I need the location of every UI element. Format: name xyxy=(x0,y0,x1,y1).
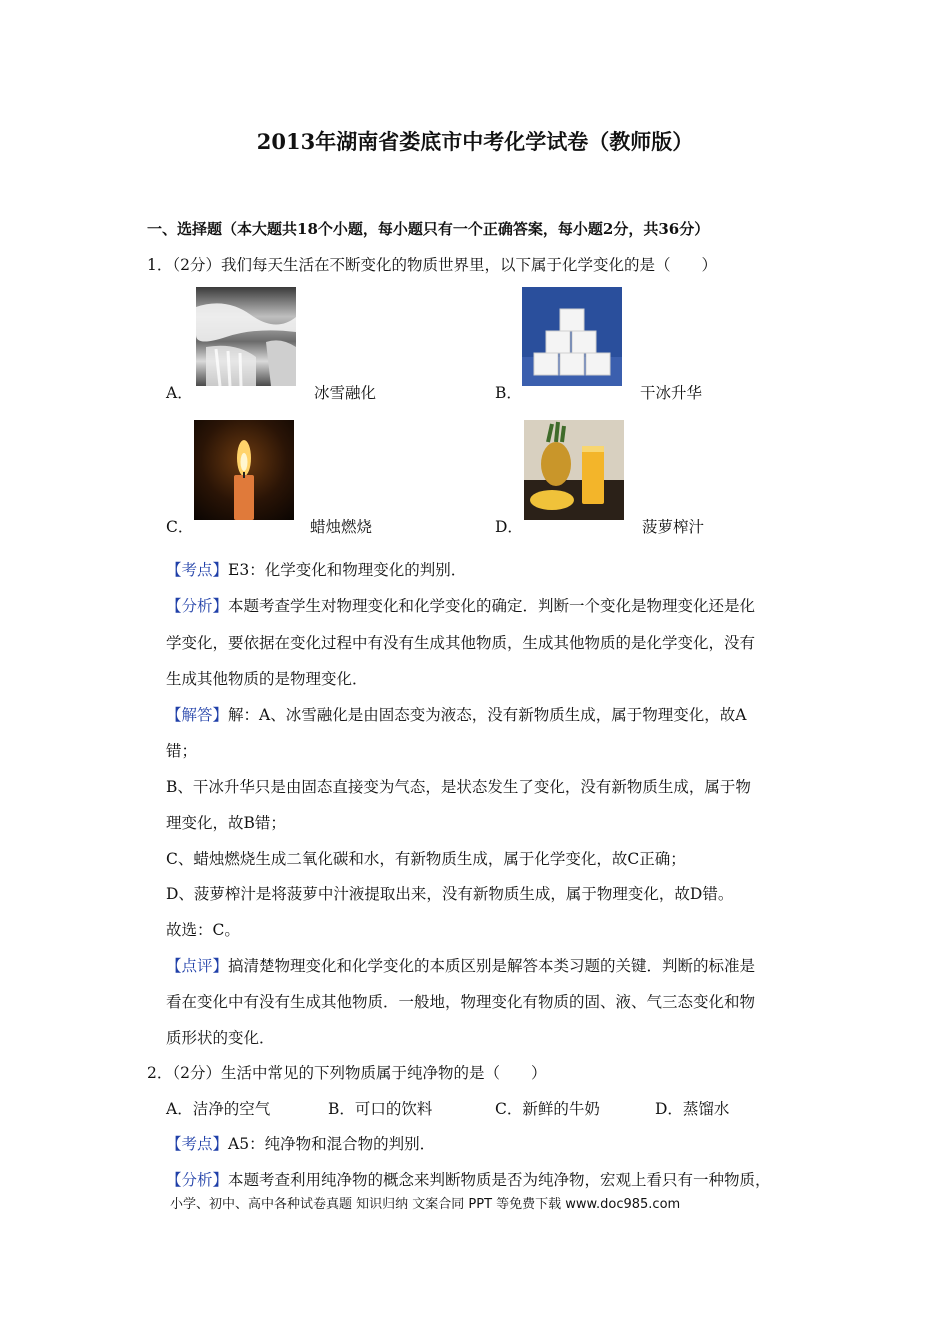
dianping-text: 看在变化中有没有生成其他物质．一般地，物理变化有物质的固、液、气三态变化和物 xyxy=(166,993,756,1011)
jieda-text: 错； xyxy=(166,742,198,760)
jieda-text: C、蜡烛燃烧生成二氧化碳和水，有新物质生成，属于化学变化，故C正确； xyxy=(166,850,686,868)
section-heading: 一、选择题（本大题共18个小题，每小题只有一个正确答案，每小题2分，共36分） xyxy=(147,220,710,238)
option-a-letter: A． xyxy=(166,384,193,402)
jieda-text: D、菠萝榨汁是将菠萝中汁液提取出来，没有新物质生成，属于物理变化，故D错。 xyxy=(166,885,734,903)
fenxi-text: 本题考查学生对物理变化和化学变化的确定．判断一个变化是物理变化还是化 xyxy=(228,597,756,615)
dianping-text: 搞清楚物理变化和化学变化的本质区别是解答本类习题的关键．判断的标准是 xyxy=(228,957,756,975)
jieda-tag: 【解答】 xyxy=(166,706,229,724)
kaodian-tag: 【考点】 xyxy=(166,561,229,579)
pineapple-juice-photo-icon xyxy=(524,420,624,520)
page-title: 2013年湖南省娄底市中考化学试卷（教师版） xyxy=(256,129,694,154)
dianping-tag: 【点评】 xyxy=(166,957,229,975)
jieda-text: 理变化，故B错； xyxy=(166,814,286,832)
kaodian-text: A5：纯净物和混合物的判别． xyxy=(228,1135,436,1153)
q1-fenxi xyxy=(166,594,755,616)
q1-jieda xyxy=(166,703,746,725)
question-2-stem: 2．（2分）生活中常见的下列物质属于纯净物的是（ ） xyxy=(147,1064,547,1082)
fenxi-tag: 【分析】 xyxy=(166,597,229,615)
q2-option-c: C．新鲜的牛奶 xyxy=(495,1100,600,1118)
q1-kaodian xyxy=(166,558,466,580)
fenxi-text: 生成其他物质的是物理变化． xyxy=(166,670,368,688)
question-1-stem: 1．（2分）我们每天生活在不断变化的物质世界里，以下属于化学变化的是（ ） xyxy=(147,256,717,274)
q2-option-b: B．可口的饮料 xyxy=(328,1100,433,1118)
fenxi-text: 本题考查利用纯净物的概念来判断物质是否为纯净物，宏观上看只有一种物质， xyxy=(228,1171,771,1189)
jieda-text: 故选：C。 xyxy=(166,921,240,939)
jieda-text: 解：A、冰雪融化是由固态变为液态，没有新物质生成，属于物理变化，故A xyxy=(228,706,747,724)
option-c-letter: C． xyxy=(166,518,194,536)
option-b-letter: B． xyxy=(495,384,522,402)
candle-photo-icon xyxy=(194,420,294,520)
option-b-text: 干冰升华 xyxy=(640,384,703,402)
q2-option-d: D．蒸馏水 xyxy=(655,1100,730,1118)
footer-watermark: 小学、初中、高中各种试卷真题 知识归纳 文案合同 PPT 等免费下载 www.doc985.com xyxy=(170,1197,681,1212)
kaodian-tag: 【考点】 xyxy=(166,1135,229,1153)
q2-fenxi xyxy=(166,1168,771,1190)
q2-option-a: A．洁净的空气 xyxy=(166,1100,271,1118)
option-d-text: 菠萝榨汁 xyxy=(642,518,705,536)
dianping-text: 质形状的变化． xyxy=(166,1029,275,1047)
option-d-letter: D． xyxy=(495,518,523,536)
kaodian-text: E3：化学变化和物理变化的判别． xyxy=(228,561,467,579)
snow-stream-photo-icon xyxy=(196,287,296,386)
option-c-text: 蜡烛燃烧 xyxy=(310,518,373,536)
fenxi-text: 学变化，要依据在变化过程中有没有生成其他物质，生成其他物质的是化学变化，没有 xyxy=(166,634,756,652)
jieda-text: B、干冰升华只是由固态直接变为气态，是状态发生了变化，没有新物质生成，属于物 xyxy=(166,778,751,796)
fenxi-tag: 【分析】 xyxy=(166,1171,229,1189)
option-a-text: 冰雪融化 xyxy=(314,384,377,402)
q1-dianping xyxy=(166,954,755,976)
q2-kaodian xyxy=(166,1132,435,1154)
dry-ice-blocks-photo-icon xyxy=(522,287,622,386)
